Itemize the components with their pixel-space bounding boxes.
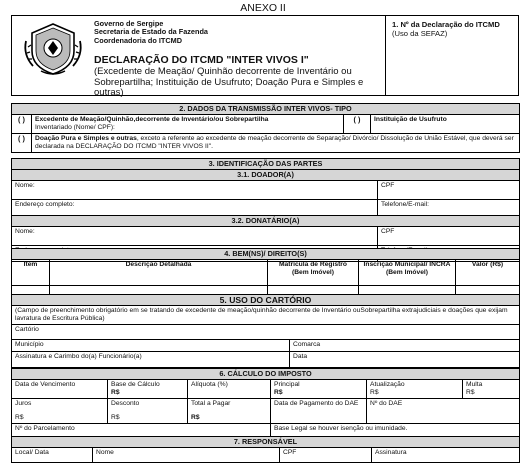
- declaration-number-label: 1. Nº da Declaração do ITCMD: [392, 20, 500, 29]
- option-excedente-label: Excedente de Meação/Quinhão,decorrente de Inventário/ou Sobrepartilha: [35, 116, 269, 123]
- annex-label: ANEXO II: [240, 2, 286, 14]
- total-field[interactable]: [188, 399, 271, 424]
- subsection-title-donatario: 3.2. DONATÁRIO(A): [12, 216, 520, 227]
- atualizacao-label: Atualização: [370, 381, 405, 388]
- vencimento-field[interactable]: Data de Vencimento: [12, 380, 108, 399]
- atualizacao-currency: R$: [370, 389, 379, 396]
- comarca-field[interactable]: Comarca: [290, 340, 520, 352]
- col-header-descricao: Descrição Detalhada: [50, 260, 268, 286]
- notary-section: [11, 294, 520, 368]
- principal-currency: R$: [274, 389, 283, 396]
- data-pagamento-field[interactable]: Data de Pagamento do DAE: [271, 399, 367, 424]
- total-label: Total a Pagar: [191, 400, 231, 407]
- base-legal-field[interactable]: Base Legal se houver isenção ou imunidade.: [271, 424, 520, 439]
- donatario-name-field[interactable]: Nome:: [12, 227, 378, 246]
- desconto-label: Desconto: [111, 400, 140, 407]
- section-title: 7. RESPONSÁVEL: [12, 437, 520, 448]
- gov-line: Governo de Sergipe: [94, 19, 164, 28]
- assets-section: [11, 248, 520, 296]
- option-doacao-description: , exceto a referente ao excedente de meação decorrente de Separação/ Divórcio/ Dissolução de União Estável, que deverá ser declarada na DECLARAÇÃO DO ITCMD "INTER VIVOS II".: [35, 135, 514, 150]
- notary-note: (Campo de preenchimento obrigatório em se tratando de excedente de meação/quinhão decorrente de Inventário ouSobrepartilha extrajudiciais e doações que exijam lavratura de Escritura Pública): [12, 306, 520, 325]
- section-title: 4. BEM(NS)/ DIREITO(S): [12, 249, 520, 260]
- total-currency: R$: [191, 414, 200, 421]
- principal-label: Principal: [274, 381, 300, 388]
- subsection-title-doador: 3.1. DOADOR(A): [12, 170, 520, 181]
- responsible-section: [11, 436, 520, 463]
- option-doacao: [32, 134, 520, 153]
- declaration-number-field[interactable]: [392, 20, 518, 38]
- multa-label: Multa: [466, 381, 483, 388]
- responsavel-name-field[interactable]: Nome: [93, 448, 280, 463]
- inventariado-field-label: Inventariado (Nome/ CPF):: [35, 124, 115, 131]
- doador-cpf-field[interactable]: CPF: [378, 181, 520, 200]
- desconto-currency: R$: [111, 414, 120, 421]
- local-data-field[interactable]: Local/ Data: [12, 448, 93, 463]
- option-excedente: [32, 115, 344, 134]
- agency-block: [94, 20, 208, 45]
- transmission-type-section: [11, 103, 520, 153]
- aliquota-field[interactable]: Alíquota (%): [188, 380, 271, 399]
- juros-currency: R$: [15, 414, 24, 421]
- checkbox-excedente[interactable]: ( ): [12, 115, 32, 134]
- declaration-subtitle: (Excedente de Meação/ Quinhão decorrente de Inventário ou Sobrepartilha; Instituição de Usufruto; Doação Pura e Simples e outras): [94, 66, 364, 99]
- base-calculo-label: Base de Cálculo: [111, 381, 160, 388]
- state-crest-icon: [22, 21, 84, 77]
- declaration-title: DECLARAÇÃO DO ITCMD "INTER VIVOS I": [94, 54, 309, 66]
- responsavel-cpf-field[interactable]: CPF: [280, 448, 372, 463]
- municipio-field[interactable]: Município: [12, 340, 290, 352]
- donatario-cpf-field[interactable]: CPF: [378, 227, 520, 246]
- col-header-item: Item: [12, 260, 50, 286]
- juros-field[interactable]: [12, 399, 108, 424]
- numero-dae-field[interactable]: Nº do DAE: [367, 399, 520, 424]
- option-usufruto-label: Instituição de Usufruto: [371, 115, 520, 134]
- principal-field[interactable]: [271, 380, 367, 399]
- base-calculo-currency: R$: [111, 389, 120, 396]
- gov-line: Secretaria de Estado da Fazenda: [94, 27, 208, 37]
- form-header: [11, 15, 519, 99]
- option-doacao-label: Doação Pura e Simples e outras: [35, 135, 137, 142]
- notary-date-field[interactable]: Data: [290, 352, 520, 368]
- funcionario-signature-field[interactable]: Assinatura e Carimbo do(a) Funcionário(a): [12, 352, 290, 368]
- cartorio-field[interactable]: Cartório: [12, 325, 520, 340]
- doador-address-field[interactable]: Endereço completo:: [12, 200, 378, 216]
- header-left-cell: [12, 16, 386, 99]
- declaration-number-note: (Uso da SEFAZ): [392, 29, 448, 38]
- multa-field[interactable]: [463, 380, 520, 399]
- desconto-field[interactable]: [108, 399, 188, 424]
- doador-phone-field[interactable]: Telefone/E-mail:: [378, 200, 520, 216]
- section-title: 6. CÁLCULO DO IMPOSTO: [12, 369, 520, 380]
- parties-section: [11, 158, 520, 262]
- section-title: 5. USO DO CARTÓRIO: [12, 295, 520, 306]
- col-header-inscricao: Inscrição Municipal/ INCRA (Bem Imóvel): [359, 260, 456, 286]
- checkbox-usufruto[interactable]: ( ): [344, 115, 371, 134]
- doador-name-field[interactable]: Nome:: [12, 181, 378, 200]
- col-header-matricula: Matrícula de Registro (Bem Imóvel): [268, 260, 359, 286]
- atualizacao-field[interactable]: [367, 380, 463, 399]
- checkbox-doacao[interactable]: ( ): [12, 134, 32, 153]
- juros-label: Juros: [15, 400, 32, 407]
- section-title: 2. DADOS DA TRANSMISSÃO INTER VIVOS- TIPO: [12, 104, 520, 115]
- base-calculo-field[interactable]: [108, 380, 188, 399]
- responsavel-signature-field[interactable]: Assinatura: [372, 448, 520, 463]
- tax-calculation-section: [11, 368, 520, 439]
- section-title: 3. IDENTIFICAÇÃO DAS PARTES: [12, 159, 520, 170]
- col-header-valor: Valor (R$): [456, 260, 520, 286]
- multa-currency: R$: [466, 389, 475, 396]
- gov-line: Coordenadoria do ITCMD: [94, 35, 182, 45]
- parcelamento-field[interactable]: Nº do Parcelamento: [12, 424, 271, 439]
